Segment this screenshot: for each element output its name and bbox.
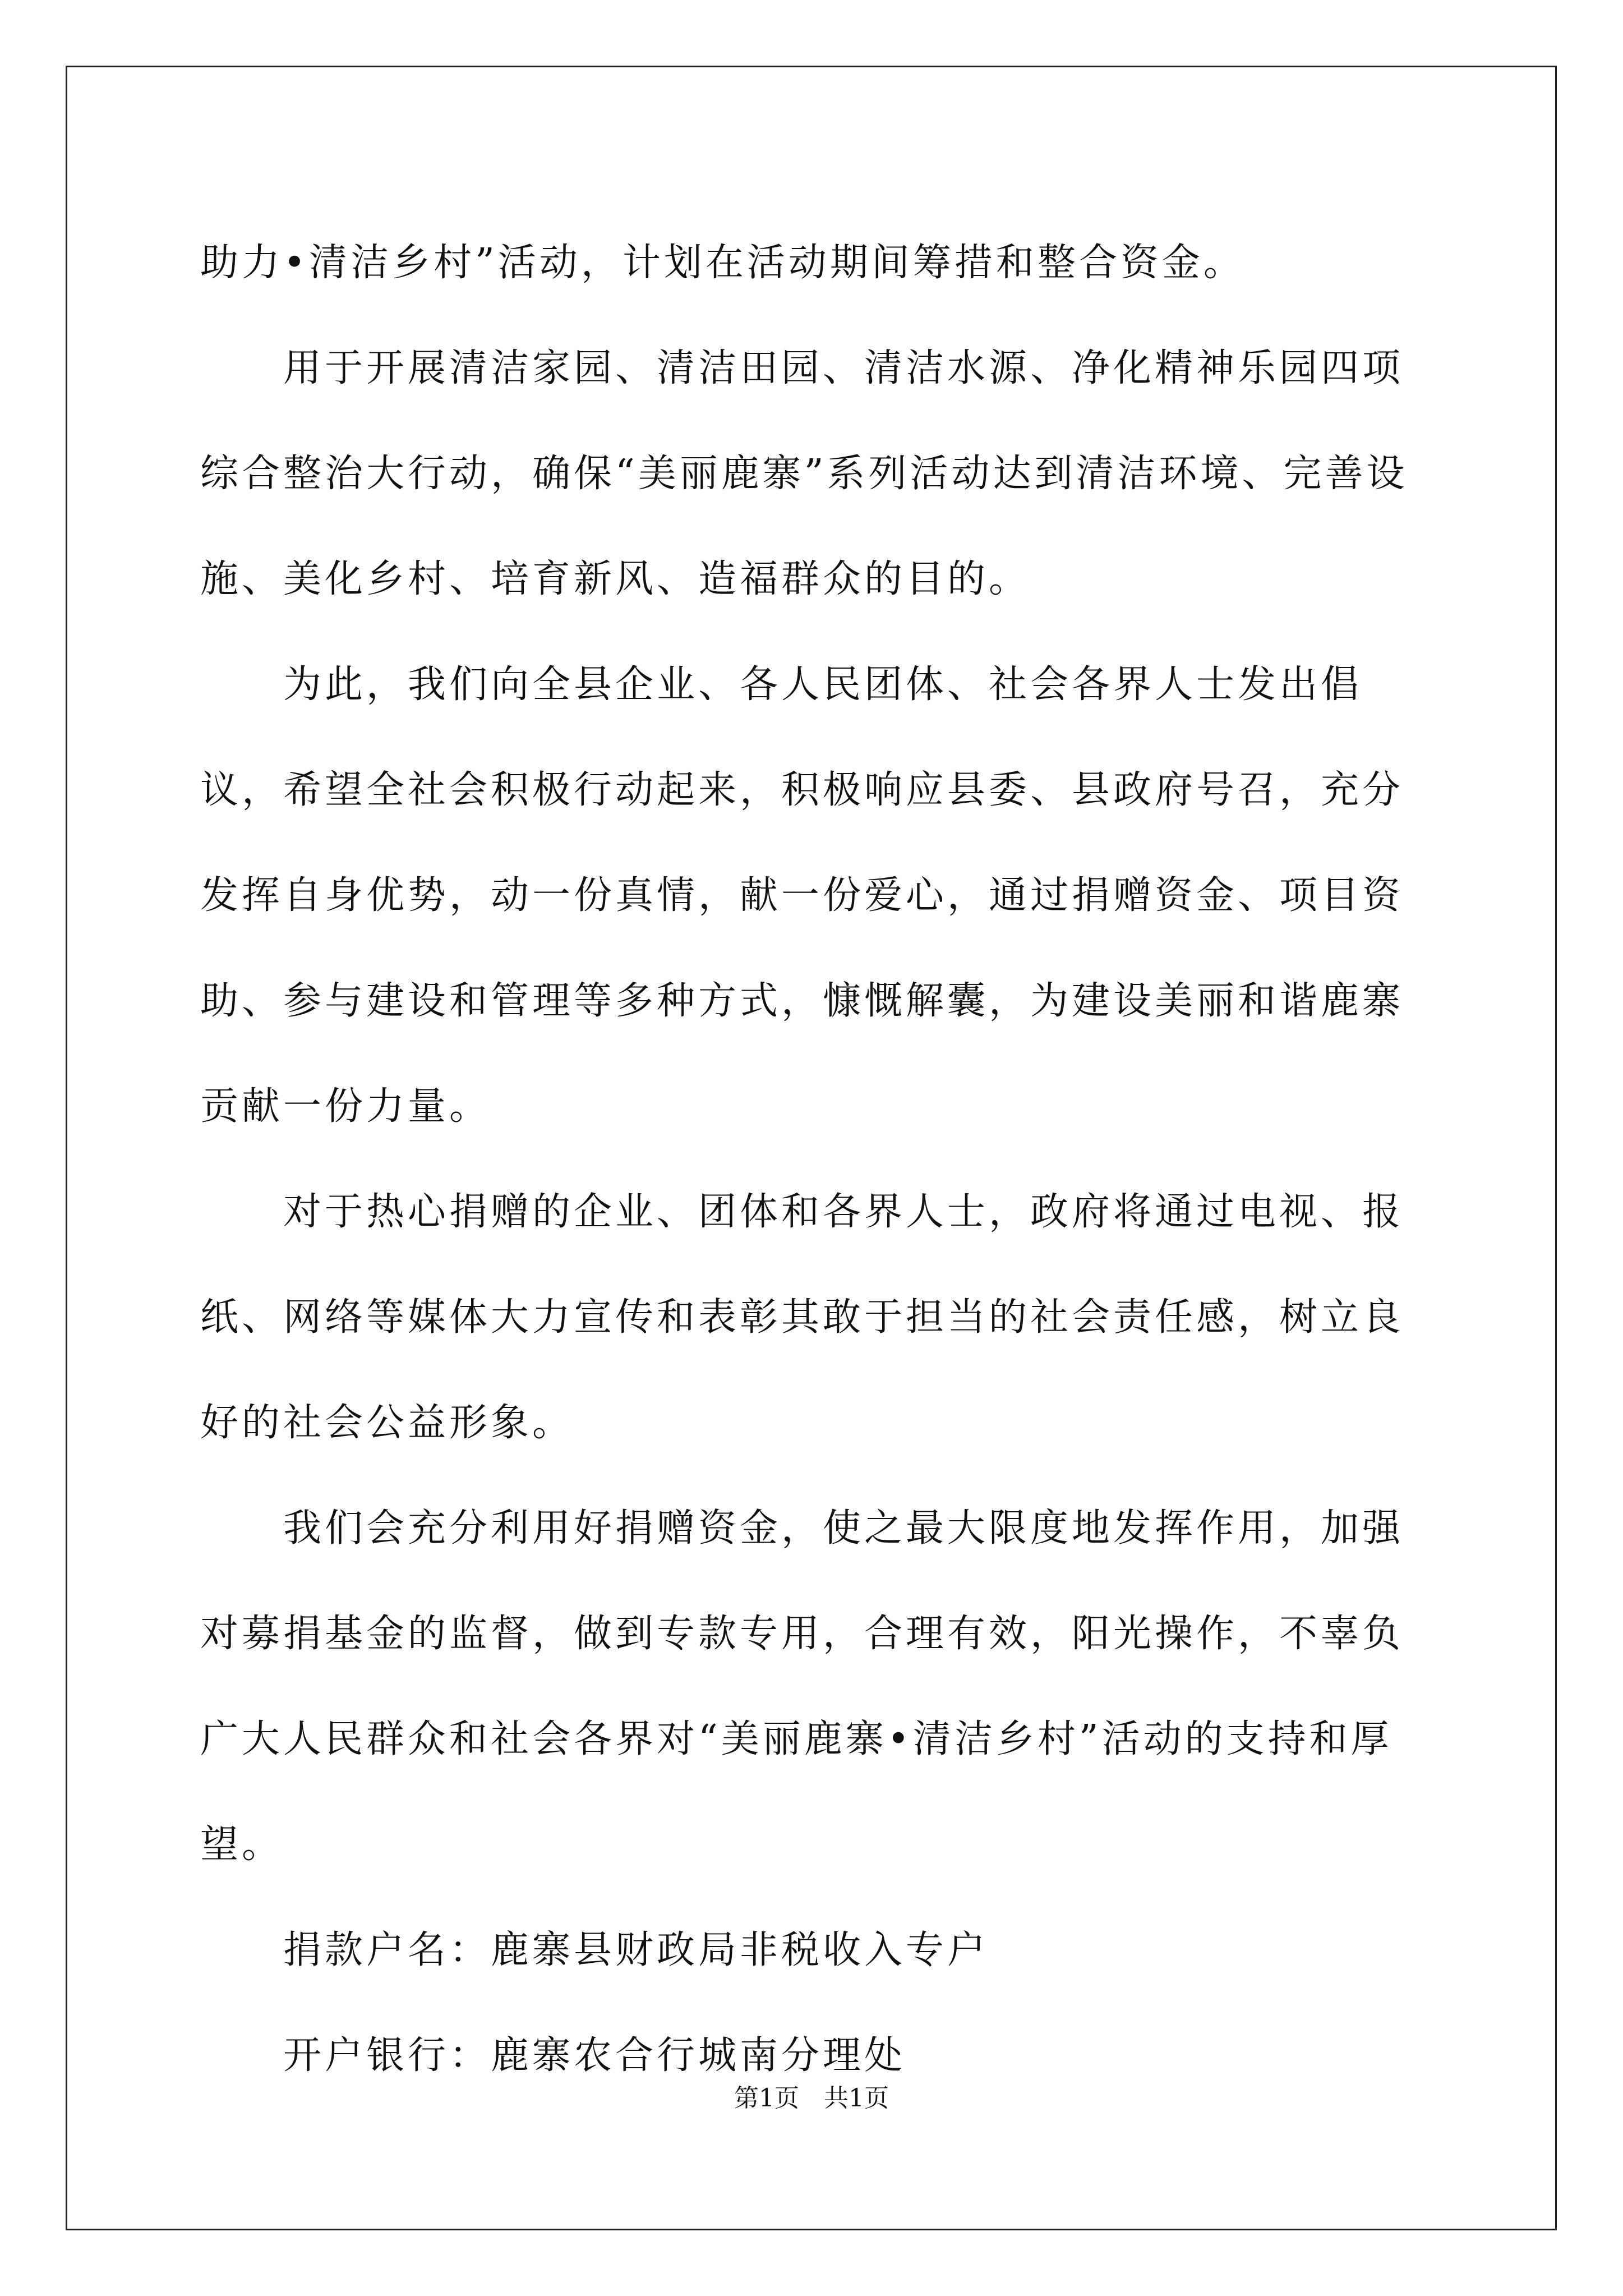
page-number-current: 第1页 — [734, 2084, 799, 2113]
paragraph-5: 我们会充分利用好捐赠资金，使之最大限度地发挥作用，加强对募捐基金的监督，做到专款专用，合理有效，阳光操作，不辜负广大人民群众和社会各界对“美丽鹿寨•清洁乡村”活动的支持和厚望。 — [200, 1506, 1404, 1867]
bank-line: 开户银行：鹿寨农合行城南分理处 — [283, 2033, 906, 2078]
page-footer — [0, 2082, 1623, 2115]
paragraph-2: 用于开展清洁家园、清洁田园、清洁水源、净化精神乐园四项综合整治大行动，确保“美丽鹿寨”系列活动达到清洁环境、完善设施、美化乡村、培育新风、造福群众的目的。 — [200, 346, 1408, 601]
account-name-line: 捐款户名：鹿寨县财政局非税收入专户 — [283, 1928, 989, 1972]
page-number-total: 共1页 — [824, 2084, 889, 2113]
document-body — [200, 210, 1434, 2109]
paragraph-3: 为此，我们向全县企业、各人民团体、社会各界人士发出倡议，希望全社会积极行动起来，积极响应县委、县政府号召，充分发挥自身优势，动一份真情，献一份爱心，通过捐赠资金、项目资助、参与建设和管理等多种方式，慷慨解囊，为建设美丽和谐鹿寨贡献一份力量。 — [200, 662, 1404, 1129]
paragraph-4: 对于热心捐赠的企业、团体和各界人士，政府将通过电视、报纸、网络等媒体大力宣传和表彰其敢于担当的社会责任感，树立良好的社会公益形象。 — [200, 1190, 1404, 1445]
paragraph-1: 助力•清洁乡村”活动，计划在活动期间筹措和整合资金。 — [200, 241, 1245, 285]
